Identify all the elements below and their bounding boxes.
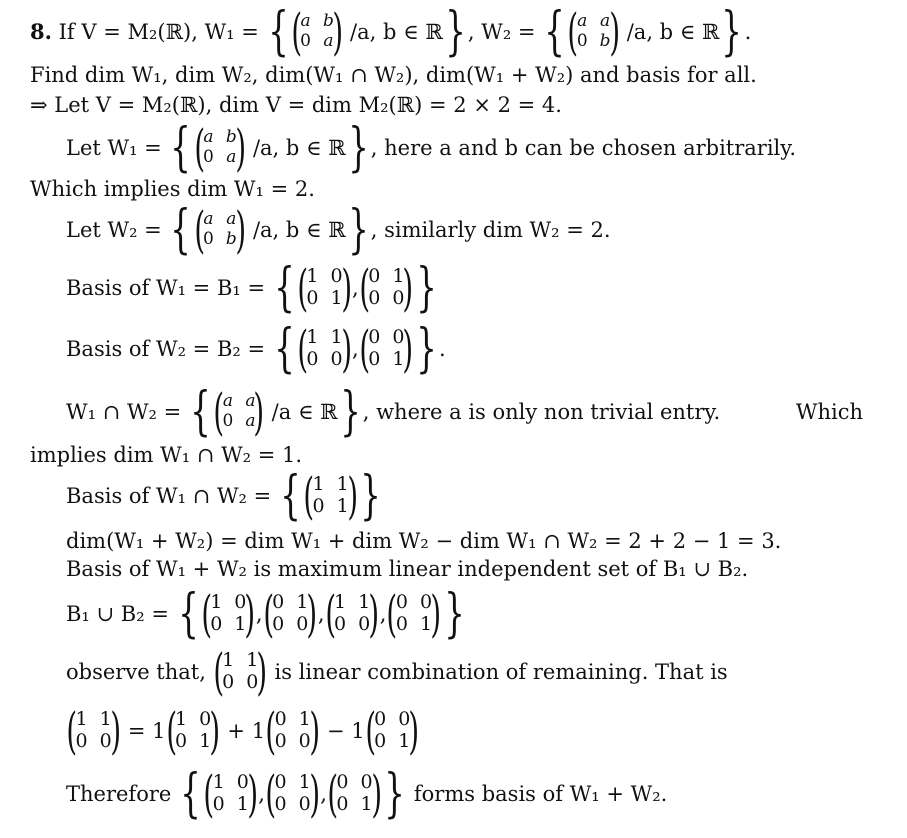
matrix-entry: 0 <box>199 708 212 731</box>
parenthesis: ( <box>567 3 579 61</box>
matrix-entries <box>175 709 211 753</box>
text-fragment: = 1 <box>121 718 166 743</box>
text-fragment: . <box>439 336 446 361</box>
text-fragment: B₁ ∪ B₂ = <box>66 601 176 626</box>
matrix-entry: 0 <box>398 708 411 731</box>
matrix-entry: 0 <box>222 671 235 693</box>
text-fragment: } <box>347 200 369 260</box>
matrix-entry: 1 <box>199 730 212 752</box>
parenthesis: ( <box>66 702 78 760</box>
matrix-entries <box>275 772 311 816</box>
parenthesis: ) <box>430 585 442 643</box>
matrix-entry: 0 <box>368 326 381 349</box>
text-fragment: Which <box>795 399 863 424</box>
text-fragment: − 1 <box>320 718 365 743</box>
matrix-e12 <box>265 702 320 760</box>
text-fragment: } <box>443 584 465 644</box>
text-fragment: { <box>177 584 199 644</box>
matrix-e11-e22 <box>297 259 352 317</box>
matrix-entry: a <box>245 411 256 431</box>
matrix-entry: a <box>203 127 214 148</box>
parenthesis: ( <box>297 320 308 378</box>
matrix-entries <box>306 327 342 371</box>
matrix-entry: 1 <box>420 613 433 635</box>
matrix-entries <box>313 474 349 518</box>
parenthesis: ) <box>110 702 121 760</box>
matrix-entries <box>306 266 342 310</box>
matrix-e11-e22 <box>203 765 258 823</box>
left-brace: { <box>267 2 289 62</box>
matrix-entry: 0 <box>374 708 387 731</box>
matrix-entry: 0 <box>395 591 409 614</box>
text-fragment: W₁ ∩ W₂ = <box>66 399 188 424</box>
matrix-entry: 1 <box>298 771 311 794</box>
text-fragment: { <box>280 466 301 526</box>
matrix-entry: 1 <box>306 326 319 349</box>
matrix-entry: a <box>226 147 237 167</box>
therefore-line <box>66 764 668 824</box>
matrix-entry: 1 <box>298 708 311 731</box>
matrix-ones-top <box>66 702 121 760</box>
matrix-entries <box>368 266 404 310</box>
matrix-entries <box>272 592 308 636</box>
matrix-entry: a <box>203 209 214 230</box>
matrix-entries <box>396 592 432 636</box>
parenthesis: ( <box>359 320 370 378</box>
text-fragment: } <box>347 118 369 178</box>
text-fragment: { <box>190 382 211 442</box>
parenthesis: ) <box>408 702 420 760</box>
matrix-entries <box>203 210 237 249</box>
text-fragment: { <box>180 764 201 824</box>
matrix-entries <box>203 128 237 167</box>
matrix-e22 <box>364 702 420 760</box>
problem-text: If V = M₂(ℝ), W₁ = <box>51 19 266 44</box>
right-brace: } <box>445 2 466 62</box>
matrix-e12 <box>265 765 320 823</box>
matrix-entry: 0 <box>75 730 88 752</box>
matrix-entry: 1 <box>212 771 225 794</box>
parenthesis: ( <box>297 259 308 317</box>
matrix-e22 <box>359 320 414 378</box>
text-fragment: , <box>352 275 359 300</box>
parenthesis: ( <box>193 201 205 259</box>
right-brace: } <box>721 2 743 62</box>
matrix-entry: 0 <box>298 730 311 752</box>
matrix-entry: 1 <box>358 591 371 614</box>
matrix-entry: 1 <box>296 591 309 614</box>
parenthesis: ) <box>402 320 414 378</box>
matrix-entries <box>223 392 256 431</box>
matrix-entry: 0 <box>576 31 588 51</box>
parenthesis: ) <box>340 259 352 317</box>
matrix-entry: 1 <box>330 326 343 349</box>
parenthesis: ( <box>324 585 336 643</box>
parenthesis: ( <box>213 383 225 441</box>
matrix-entry: 0 <box>306 348 319 370</box>
dim-w1-text: Which implies dim W₁ = 2. <box>30 177 315 201</box>
parenthesis: ) <box>309 702 320 760</box>
matrix-entry: 1 <box>336 495 349 517</box>
text-fragment: { <box>170 118 192 178</box>
text-fragment: , <box>352 336 359 361</box>
matrix-entry: 0 <box>392 287 405 309</box>
parenthesis: ( <box>203 765 215 823</box>
observe-line <box>66 643 728 701</box>
period: . <box>744 19 752 44</box>
basis-intersect-line <box>66 466 383 526</box>
matrix-entry: a <box>226 209 237 230</box>
matrix-entry: 1 <box>234 613 247 635</box>
parenthesis: ) <box>235 201 246 259</box>
matrix-entry: 0 <box>210 613 223 635</box>
text-fragment: , <box>255 601 263 626</box>
solution-dim-v: ⇒ Let V = M₂(ℝ), dim V = dim M₂(ℝ) = 2 × 2 = 4. <box>30 93 562 117</box>
matrix-entry: 0 <box>274 730 287 752</box>
matrix-entry: 0 <box>374 730 387 752</box>
parenthesis: ( <box>386 585 398 643</box>
text-fragment: { <box>170 200 192 260</box>
matrix-entry: 0 <box>175 730 188 752</box>
matrix-entry: b <box>225 127 237 148</box>
problem-w2: , W₂ = <box>467 19 543 44</box>
matrix-entry: 0 <box>298 793 311 815</box>
matrix-entry: 0 <box>306 287 319 309</box>
text-fragment: } <box>384 764 405 824</box>
matrix-entry: 1 <box>312 473 325 496</box>
matrix-e11-e22 <box>165 702 221 760</box>
parenthesis: ) <box>256 643 268 701</box>
matrix-entry: 0 <box>212 793 225 815</box>
union-line <box>66 584 467 644</box>
matrix-entry: 1 <box>336 473 349 496</box>
text-fragment: Basis of W₁ ∩ W₂ = <box>66 483 278 508</box>
basis-w1-line <box>66 258 439 318</box>
parenthesis: ( <box>201 585 212 643</box>
text-fragment: , <box>379 601 387 626</box>
matrix-entries <box>300 12 334 51</box>
text-fragment: Let W₁ = <box>66 135 169 160</box>
matrix-entry: 0 <box>358 613 371 635</box>
matrix-entries <box>577 12 611 51</box>
matrix-entry: 0 <box>395 613 409 635</box>
matrix-entry: 1 <box>330 287 343 309</box>
parenthesis: ( <box>359 259 370 317</box>
matrix-entry: a <box>600 11 611 32</box>
matrix-entry: 0 <box>222 411 234 431</box>
matrix-entry: a <box>245 391 256 412</box>
parenthesis: ) <box>402 259 414 317</box>
text-fragment: { <box>274 258 295 318</box>
parenthesis: ) <box>332 3 343 61</box>
condition-ab: /a, b ∈ ℝ <box>343 19 443 44</box>
matrix-entry: 0 <box>274 708 287 731</box>
text-fragment: Basis of W₂ = B₂ = <box>66 336 272 361</box>
matrix-entry: 0 <box>360 771 373 794</box>
condition-ab: /a, b ∈ ℝ <box>620 19 720 44</box>
text-fragment: { <box>274 319 295 379</box>
matrix-entry: 0 <box>203 229 214 249</box>
let-w2-line <box>66 200 611 260</box>
text-fragment: } <box>360 466 382 526</box>
matrix-entry: 0 <box>272 613 285 635</box>
matrix-entries <box>275 709 311 753</box>
problem-line-1 <box>30 2 752 62</box>
matrix-e11-e22 <box>201 585 256 643</box>
text-fragment: } <box>416 319 437 379</box>
matrix-ones-top <box>324 585 380 643</box>
parenthesis: ( <box>327 765 339 823</box>
matrix-ones-top <box>297 320 352 378</box>
matrix-w1 <box>291 3 343 61</box>
matrix-entry: 0 <box>420 591 433 614</box>
matrix-entry: 0 <box>272 591 285 614</box>
parenthesis: ) <box>370 765 382 823</box>
matrix-entry: 0 <box>368 287 381 309</box>
matrix-entry: 0 <box>368 348 381 370</box>
parenthesis: ( <box>265 702 277 760</box>
nontrivial-text: , where a is only non trivial entry. <box>362 399 721 424</box>
matrix-int-basis <box>303 467 358 525</box>
matrix-w1 <box>193 119 246 177</box>
matrix-entry: 0 <box>274 793 287 815</box>
similarly-text: , similarly dim W₂ = 2. <box>370 217 611 242</box>
matrix-entry: 0 <box>236 771 249 794</box>
matrix-e22 <box>327 765 382 823</box>
linear-comb-text: is linear combination of remaining. That is <box>267 659 728 684</box>
matrix-entry: 1 <box>334 591 347 614</box>
parenthesis: ) <box>368 585 380 643</box>
matrix-entry: 0 <box>203 147 214 167</box>
matrix-entries <box>336 772 372 816</box>
matrix-entry: 1 <box>99 708 112 731</box>
matrix-entry: 0 <box>330 265 343 288</box>
matrix-entry: b <box>599 31 611 51</box>
matrix-entries <box>334 592 370 636</box>
matrix-w2 <box>567 3 620 61</box>
implies-dim-intersect: implies dim W₁ ∩ W₂ = 1. <box>30 443 303 467</box>
parenthesis: ( <box>262 585 274 643</box>
matrix-entry: 1 <box>236 793 249 815</box>
matrix-entry: 0 <box>234 591 247 614</box>
text-fragment: /a, b ∈ ℝ <box>246 135 346 160</box>
intersection-line <box>66 382 863 442</box>
parenthesis: ) <box>244 585 256 643</box>
text-fragment: , <box>320 781 327 806</box>
matrix-entry: 0 <box>274 771 287 794</box>
matrix-entry: 0 <box>392 326 405 349</box>
matrix-entries <box>368 327 404 371</box>
matrix-entry: 0 <box>312 495 325 517</box>
matrix-entry: 1 <box>392 265 405 288</box>
text-fragment: + 1 <box>220 718 266 743</box>
parenthesis: ( <box>212 643 224 701</box>
matrix-entry: 0 <box>336 771 349 794</box>
basis-sum-text: Basis of W₁ + W₂ is maximum linear independent set of B₁ ∪ B₂. <box>66 557 749 581</box>
matrix-entry: 1 <box>306 265 319 288</box>
parenthesis: ) <box>306 585 318 643</box>
matrix-e12 <box>359 259 414 317</box>
matrix-entry: 0 <box>336 793 349 815</box>
matrix-entry: 1 <box>360 793 373 815</box>
matrix-entries <box>210 592 246 636</box>
text-fragment: /a, b ∈ ℝ <box>246 217 346 242</box>
combination-equation <box>66 702 420 760</box>
parenthesis: ( <box>165 702 177 760</box>
matrix-intersect <box>213 383 265 441</box>
matrix-entry: a <box>300 11 311 32</box>
matrix-entry: 1 <box>75 708 88 731</box>
arbitrary-text: , here a and b can be chosen arbitrarily. <box>370 135 797 160</box>
matrix-e12 <box>262 585 318 643</box>
matrix-ones-top <box>212 643 268 701</box>
matrix-e22 <box>386 585 442 643</box>
matrix-entry: 1 <box>210 591 223 614</box>
text-fragment: , <box>258 781 265 806</box>
parenthesis: ( <box>364 702 376 760</box>
text-fragment: Let W₂ = <box>66 217 169 242</box>
matrix-w2 <box>193 201 246 259</box>
left-brace: { <box>544 2 566 62</box>
matrix-entry: 1 <box>175 708 188 731</box>
text-fragment: } <box>416 258 437 318</box>
text-fragment: Therefore <box>66 781 178 806</box>
parenthesis: ) <box>347 467 358 525</box>
parenthesis: ( <box>265 765 277 823</box>
parenthesis: ( <box>193 119 205 177</box>
matrix-entry: b <box>322 11 334 32</box>
text-fragment: } <box>339 382 361 442</box>
parenthesis: ) <box>247 765 258 823</box>
parenthesis: ) <box>253 383 265 441</box>
text-fragment: observe that, <box>66 659 213 684</box>
matrix-entries <box>213 772 249 816</box>
matrix-entry: a <box>323 31 334 51</box>
matrix-entry: b <box>225 229 237 249</box>
parenthesis: ) <box>608 3 620 61</box>
basis-w2-line <box>66 319 446 379</box>
problem-number: 8. <box>30 18 52 44</box>
matrix-entry: 1 <box>222 649 235 672</box>
problem-line-2: Find dim W₁, dim W₂, dim(W₁ ∩ W₂), dim(W₁ + W₂) and basis for all. <box>30 63 757 87</box>
matrix-entry: 0 <box>300 31 311 51</box>
matrix-entries <box>222 650 258 694</box>
let-w1-line <box>66 118 797 178</box>
matrix-entry: 1 <box>392 348 405 370</box>
parenthesis: ) <box>309 765 320 823</box>
parenthesis: ) <box>340 320 352 378</box>
matrix-entry: a <box>222 391 233 412</box>
matrix-entry: 0 <box>368 265 381 288</box>
matrix-entries <box>76 709 112 753</box>
text-fragment: , <box>317 601 325 626</box>
forms-basis-text: forms basis of W₁ + W₂. <box>407 781 668 806</box>
parenthesis: ( <box>291 3 302 61</box>
matrix-entry: 1 <box>398 730 411 752</box>
parenthesis: ( <box>303 467 315 525</box>
matrix-entry: 0 <box>334 613 347 635</box>
dim-sum-text: dim(W₁ + W₂) = dim W₁ + dim W₂ − dim W₁ ∩ W₂ = 2 + 2 − 1 = 3. <box>66 529 782 553</box>
matrix-entry: a <box>577 11 588 32</box>
matrix-entry: 0 <box>330 348 343 370</box>
matrix-entry: 0 <box>246 671 259 693</box>
matrix-entries <box>374 709 410 753</box>
parenthesis: ) <box>235 119 246 177</box>
matrix-entry: 1 <box>246 649 259 672</box>
parenthesis: ) <box>209 702 221 760</box>
matrix-entry: 0 <box>296 613 309 635</box>
matrix-entry: 0 <box>99 730 112 752</box>
text-fragment: /a ∈ ℝ <box>265 399 338 424</box>
text-fragment: Basis of W₁ = B₁ = <box>66 275 272 300</box>
